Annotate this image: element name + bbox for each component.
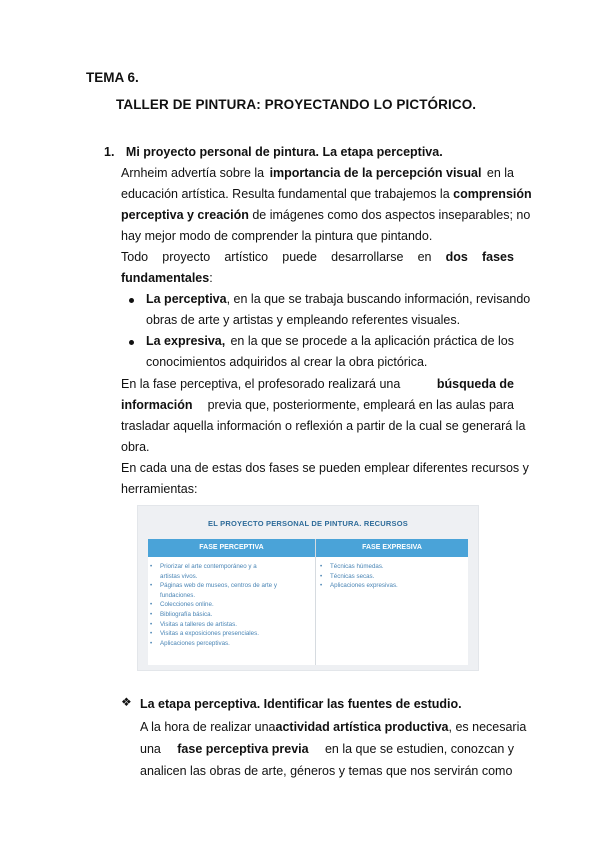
list-item: • Aplicaciones expresivas.	[318, 581, 398, 591]
para3-line2: información previa que, posteriormente, empleará en las aulas para	[121, 398, 514, 412]
list-item: • Técnicas húmedas.	[318, 562, 398, 572]
para1-line4: hay mejor modo de comprender la pintura que pintando.	[121, 229, 433, 243]
para2-line2: fundamentales:	[121, 271, 213, 285]
list-item-continuation: fundaciones.	[160, 591, 196, 599]
list-item: • Priorizar el arte contemporáneo y a	[148, 562, 277, 572]
bullet-expresiva-line2: conocimientos adquiridos al crear la obra pictórica.	[146, 355, 428, 369]
tema-heading: TEMA 6.	[86, 70, 139, 85]
para3-line3: trasladar aquella información o reflexión a partir de la cual se generará la	[121, 419, 526, 433]
bullet-perceptiva-line2: obras de arte y artistas y empleando referentes visuales.	[146, 313, 461, 327]
table-title: EL PROYECTO PERSONAL DE PINTURA. RECURSOS	[208, 519, 408, 528]
bullet-dot	[129, 340, 134, 345]
para5-line3: analicen las obras de arte, géneros y temas que nos servirán como	[140, 764, 513, 778]
section-title: Mi proyecto personal de pintura. La etapa perceptiva.	[125, 145, 443, 159]
para4-line1: En cada una de estas dos fases se pueden emplear diferentes recursos y	[121, 461, 529, 475]
bullet-dot	[129, 298, 134, 303]
section-number: 1.	[104, 145, 115, 159]
list-item: • Páginas web de museos, centros de arte y	[148, 581, 277, 591]
list-item: • Técnicas secas.	[318, 572, 398, 582]
list-item: • Visitas a exposiciones presenciales.	[148, 629, 277, 639]
subsection-title: La etapa perceptiva. Identificar las fuentes de estudio.	[140, 697, 462, 711]
column-divider	[315, 539, 316, 665]
para1-line2: educación artística. Resulta fundamental que trabajemos la comprensión	[121, 187, 532, 201]
bullet-perceptiva-line1: La perceptiva, en la que se trabaja buscando información, revisando	[146, 292, 531, 306]
para3-line1: En la fase perceptiva, el profesorado realizará una búsqueda de	[121, 377, 514, 391]
list-item-continuation: artistas vivos.	[160, 572, 198, 580]
perceptiva-list	[148, 562, 277, 648]
list-item: • Colecciones online.	[148, 600, 277, 610]
list-item: • Aplicaciones perceptivas.	[148, 639, 277, 649]
resources-table	[137, 505, 479, 671]
para1-line3: perceptiva y creación de imágenes como dos aspectos inseparables; no	[121, 208, 531, 222]
para4-line2: herramientas:	[121, 482, 198, 496]
expresiva-list	[318, 562, 398, 591]
page-title: TALLER DE PINTURA: PROYECTANDO LO PICTÓRICO.	[116, 97, 477, 112]
bullet-expresiva-line1: La expresiva, en la que se procede a la aplicación práctica de los	[146, 334, 514, 348]
diamond-bullet-icon: ❖	[121, 695, 132, 709]
column-header-expresiva: FASE EXPRESIVA	[316, 539, 468, 557]
para2-line1: Todo proyecto artístico puede desarrollarse en dos fases	[121, 250, 514, 264]
list-item: • Visitas a talleres de artistas.	[148, 620, 277, 630]
section-1-heading	[104, 145, 443, 159]
para5-line2: una fase perceptiva previa en la que se estudien, conozcan y	[140, 742, 514, 756]
para1-line1: Arnheim advertía sobre la importancia de la percepción visual en la	[121, 166, 514, 180]
column-header-perceptiva: FASE PERCEPTIVA	[148, 539, 315, 557]
para5-line1: A la hora de realizar una actividad artística productiva, es necesaria	[140, 720, 527, 734]
list-item: • Bibliografía básica.	[148, 610, 277, 620]
para3-line4: obra.	[121, 440, 150, 454]
